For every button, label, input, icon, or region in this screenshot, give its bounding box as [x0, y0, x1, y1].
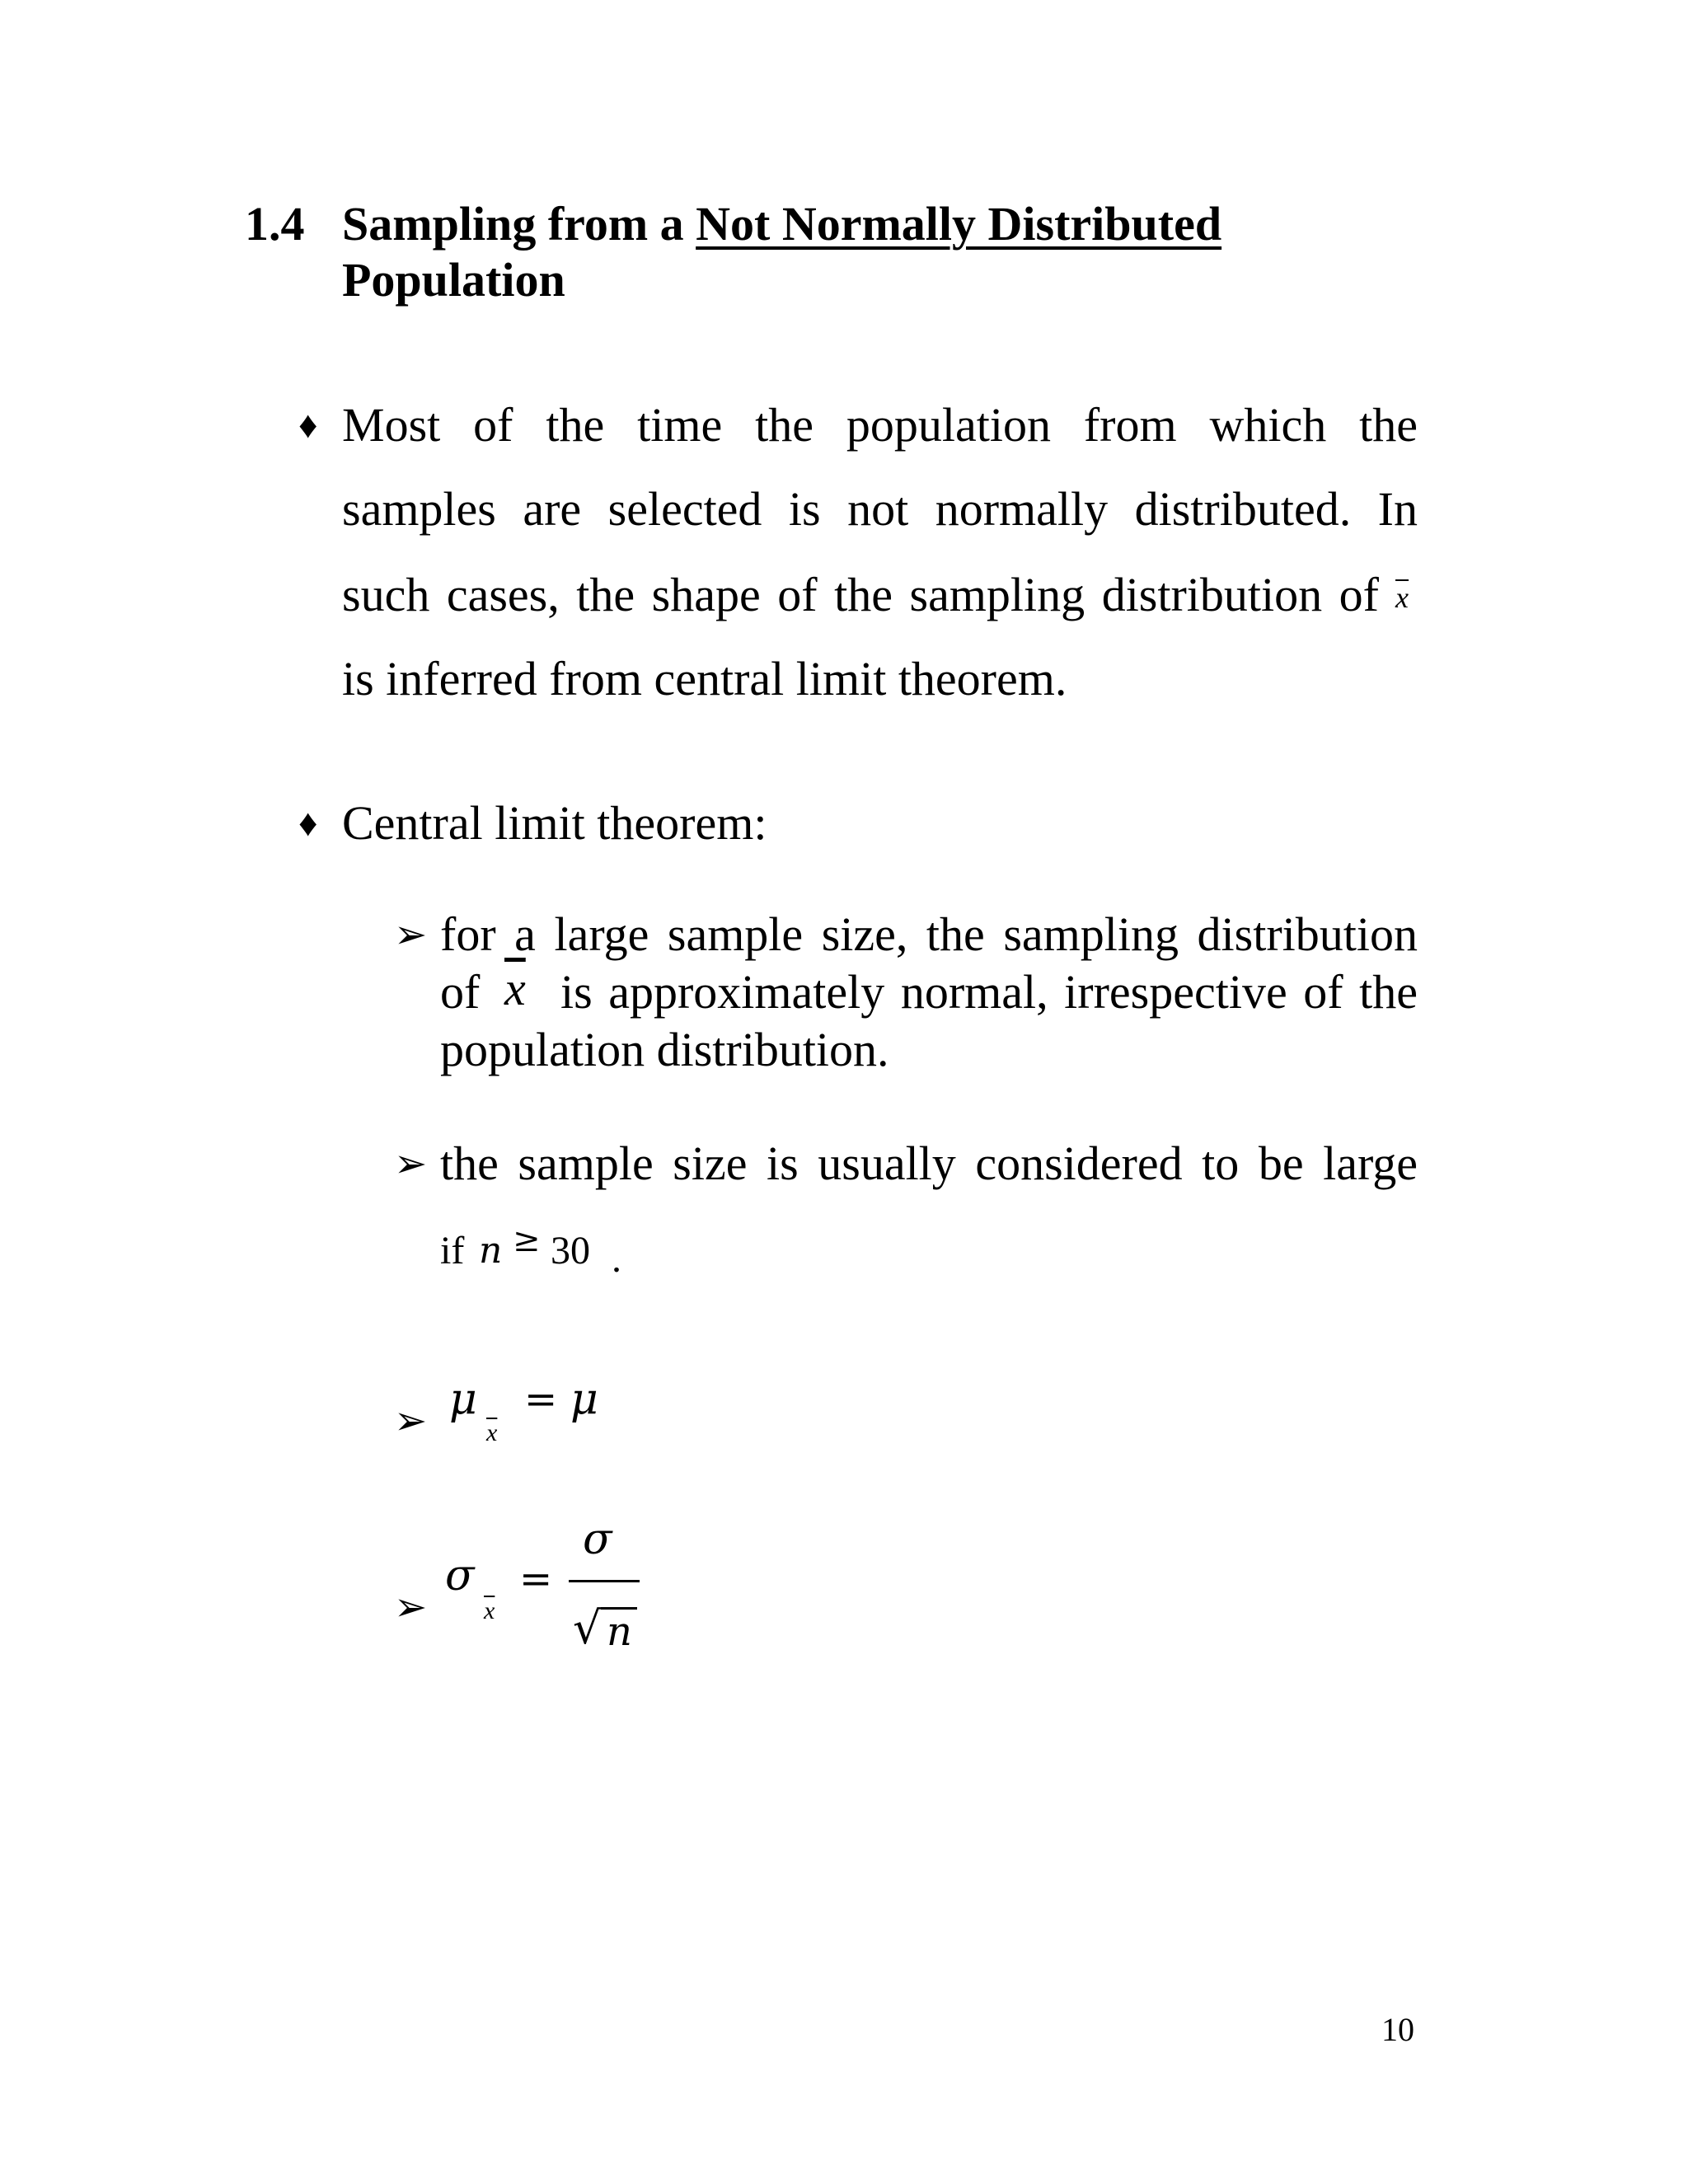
arrow-bullet-icon: ➢ — [394, 912, 428, 958]
sqrt-icon: √ — [573, 1602, 602, 1654]
sigma-symbol: σ — [445, 1551, 475, 1601]
equals-sign: = — [524, 1376, 558, 1422]
sample-size-value: 30 — [551, 1229, 590, 1272]
x-bar-subscript: $\overline{x}$ — [486, 1419, 498, 1446]
bullet1-line3: such cases, the shape of the sampling distribution of — [342, 568, 1379, 621]
arrow-bullet-icon: ➢ — [394, 1398, 428, 1444]
sub2-line1: the sample size is usually considered to be large — [440, 1137, 1418, 1190]
sub1-line2-prefix: of — [440, 965, 481, 1019]
diamond-bullet-icon: ♦ — [298, 404, 318, 446]
sub1-line3: population distribution. — [440, 1023, 889, 1076]
section-title-underlined: Not Normally Distributed — [696, 197, 1222, 251]
sample-size-var: n — [479, 1230, 503, 1272]
sub1-line1: for a large sample size, the sampling distribution — [440, 907, 1418, 961]
bullet1-line1: Most of the time the population from which the — [342, 398, 1418, 452]
sub2-if: if — [440, 1229, 465, 1272]
section-number: 1.4 — [245, 197, 305, 251]
arrow-bullet-icon: ➢ — [394, 1584, 428, 1630]
page-number: 10 — [1381, 2011, 1414, 2048]
sigma-numerator: σ — [583, 1515, 612, 1564]
n-radicand: n — [607, 1609, 632, 1655]
mu-symbol: μ — [570, 1375, 598, 1424]
x-bar-symbol: $\overline{x}$ — [1395, 581, 1409, 614]
bullet2-label: Central limit theorem: — [342, 796, 767, 850]
equals-sign: = — [519, 1556, 553, 1602]
sub1-line2-suffix: is approximately normal, irrespective of the — [560, 965, 1418, 1019]
section-title-line1 — [342, 196, 1221, 252]
diamond-bullet-icon: ♦ — [298, 802, 318, 844]
bullet1-line2: samples are selected is not normally distributed. In — [342, 482, 1418, 536]
period: . — [612, 1237, 621, 1281]
arrow-bullet-icon: ➢ — [394, 1141, 428, 1187]
geq-symbol: ≥ — [513, 1221, 541, 1259]
bullet1-line4: is inferred from central limit theorem. — [342, 652, 1067, 705]
x-bar-symbol: $\overline{x}$ — [504, 962, 526, 1015]
x-bar-subscript: $\overline{x}$ — [484, 1597, 495, 1624]
fraction-bar — [569, 1580, 640, 1582]
mu-symbol: μ — [449, 1375, 477, 1424]
section-title-line2: Population — [342, 253, 565, 307]
section-title-prefix: Sampling from a — [342, 197, 696, 251]
